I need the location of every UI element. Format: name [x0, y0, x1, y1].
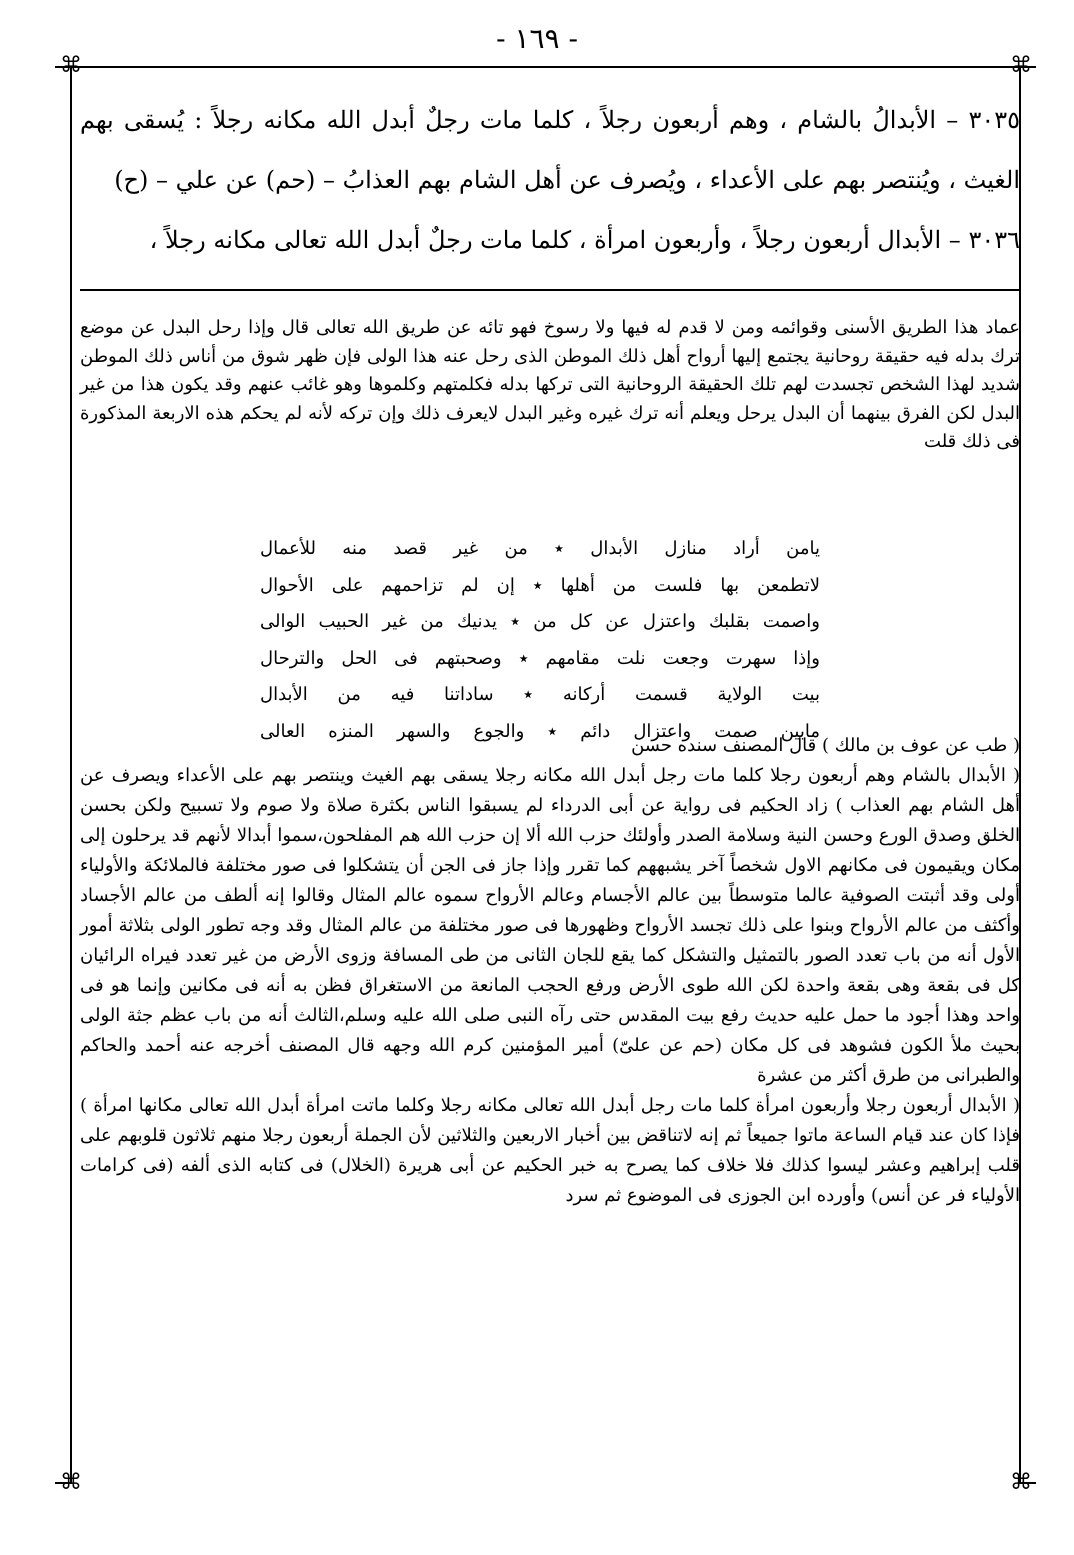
ornamental-corner-icon: ⌘ — [60, 53, 82, 78]
page-number: - ١٦٩ - — [496, 22, 578, 55]
ornamental-corner-icon: ⌘ — [60, 1470, 82, 1495]
poem — [260, 531, 820, 750]
poem-line: يامن أراد منازل الأبدال ٭ من غير قصد منه للأعمال — [260, 538, 820, 559]
poem-line: مابين صمت واعتزال دائم ٭ والجوع والسهر المنزه العالى — [260, 720, 820, 742]
commentary-paragraph: عماد هذا الطريق الأسنى وقوائمه ومن لا قدم له فيها ولا رسوخ فهو تائه عن طريق الله تعالى قال وإذا رحل البدل عن موضع ترك بدله فيه حقيقة روحانية يجتمع إليها أرواح أهل ذلك الموطن الذى رحل عنه هذا الولى فإن ظهر شوق من أناس ذلك الموطن شديد لهذا الشخص تجسدت لهم تلك الحقيقة الروحانية التى تركها بدله فكلمتهم وكلموها وهو غائب عنهم وقد يكون هذا من غير البدل لكن الفرق بينهما أن البدل يرحل ويعلم أنه ترك غيره وغير البدل لايعرف ذلك وإن تركه لأنه لم يحكم هذه الاربعة المذكورة فى ذلك قلت — [80, 317, 1020, 452]
commentary-body — [80, 731, 1020, 1211]
explanation-hadith-3036: ( الأبدال أربعون رجلا وأربعون امرأة كلما مات رجل أبدل الله تعالى مكانه رجلا وكلما ماتت امرأة أبدل الله تعالى مكانها امرأة ) فإذا كان عند قيام الساعة ماتوا جميعاً ثم إنه لاتناقض بين أخبار الاربعين والثلاثين لأن الجملة أربعون رجلا منهم ثلاثون قلوبهم على قلب إبراهيم وعشر ليسوا كذلك فلا خلاف كما يصرح به خبر الحكيم عن أبى هريرة (الخلال) فى كتابه الذى ألفه (فى كرامات الأولياء فر عن أنس) وأورده ابن الجوزى فى الموضوع ثم سرد — [79, 1095, 1020, 1206]
hadith-3036: ٣٠٣٦ – الأبدال أربعون رجلاً ، وأربعون امرأة ، كلما مات رجلٌ أبدل الله تعالى مكانه رجلاً ، — [149, 226, 1020, 254]
section-divider — [80, 289, 1020, 291]
hadith-3035: ٣٠٣٥ – الأبدالُ بالشام ، وهم أربعون رجلاً ، كلما مات رجلٌ أبدل الله مكانه رجلاً : يُسقى بهم الغيث ، ويُنتصر بهم على الأعداء ، ويُصرف عن أهل الشام بهم العذابُ – (حم) عن علي – (ح) — [80, 106, 1020, 194]
hadith-text-block — [80, 90, 1020, 270]
frame-top-border — [70, 66, 1020, 68]
poem-line: لاتطمعن بها فلست من أهلها ٭ إن لم تزاحمهم على الأحوال — [260, 574, 820, 596]
poem-line: وإذا سهرت وجعت نلت مقامهم ٭ وصحبتهم فى الحل والترحال — [260, 647, 820, 669]
frame-left-border — [70, 66, 72, 1484]
ornamental-corner-icon: ⌘ — [1010, 1470, 1032, 1495]
source-note: ( طب عن عوف بن مالك ) قال المصنف سنده حسن — [631, 735, 1020, 756]
commentary-intro — [80, 314, 1020, 457]
poem-line: واصمت بقلبك واعتزل عن كل من ٭ يدنيك من غير الحبيب الوالى — [260, 611, 820, 632]
explanation-hadith-3035: ( الأبدال بالشام وهم أربعون رجلا كلما مات رجل أبدل الله مكانه رجلا يسقى بهم الغيث وينتصر بهم على الأعداء ويصرف عن أهل الشام بهم العذاب ) زاد الحكيم فى رواية عن أبى الدرداء لم يسبقوا الناس بكثرة صلاة ولا صوم ولا تسبيح ولكن بحسن الخلق وصدق الورع وحسن النية وسلامة الصدر وأولئك حزب الله ألا إن حزب الله هم المفلحون،سموا أبدالا لأنهم قد يرحلون إلى مكان ويقيمون فى مكانهم الاول شخصاً آخر يشبههم كما تقرر وإذا جاز فى الجن أن يتشكلوا فى صور مختلفة فالملائكة والأولياء أولى وقد أثبتت الصوفية عالما متوسطاً بين عالم الأجسام وعالم الأرواح سموه عالم المثال وقالوا إنه ألطف من عالم الأجساد وأكثف من عالم الأرواح وبنوا على ذلك تجسد الأرواح وظهورها فى صور مختلفة من عالم المثال وقد وجه تطور الولى بثلاثة أمور الأول أنه من باب تعدد الصور بالتمثيل والتشكل كما يقع للجان الثانى من طى المسافة وزوى الأرض من غير تعدد فيراه الرائيان كل فى بقعة وهى بقعة واحدة لكن الله طوى الأرض ورفع الحجب المانعة من الاستغراق فظن به أنه فى مكانين وإنما هو فى واحد وهذا أجود ما حمل عليه حديث رفع بيت المقدس حتى رآه النبى صلى الله عليه وسلم،الثالث أنه من باب عظم جثة الولى بحيث ملأ الكون فشوهد فى كل مكان (حم عن علىّ) أمير المؤمنين كرم الله وجهه قال المصنف أخرجه عنه أحمد والحاكم والطبرانى من طرق أكثر من عشرة — [80, 765, 1020, 1086]
poem-line: بيت الولاية قسمت أركانه ٭ ساداتنا فيه من الأبدال — [260, 684, 820, 705]
ornamental-corner-icon: ⌘ — [1010, 53, 1032, 78]
